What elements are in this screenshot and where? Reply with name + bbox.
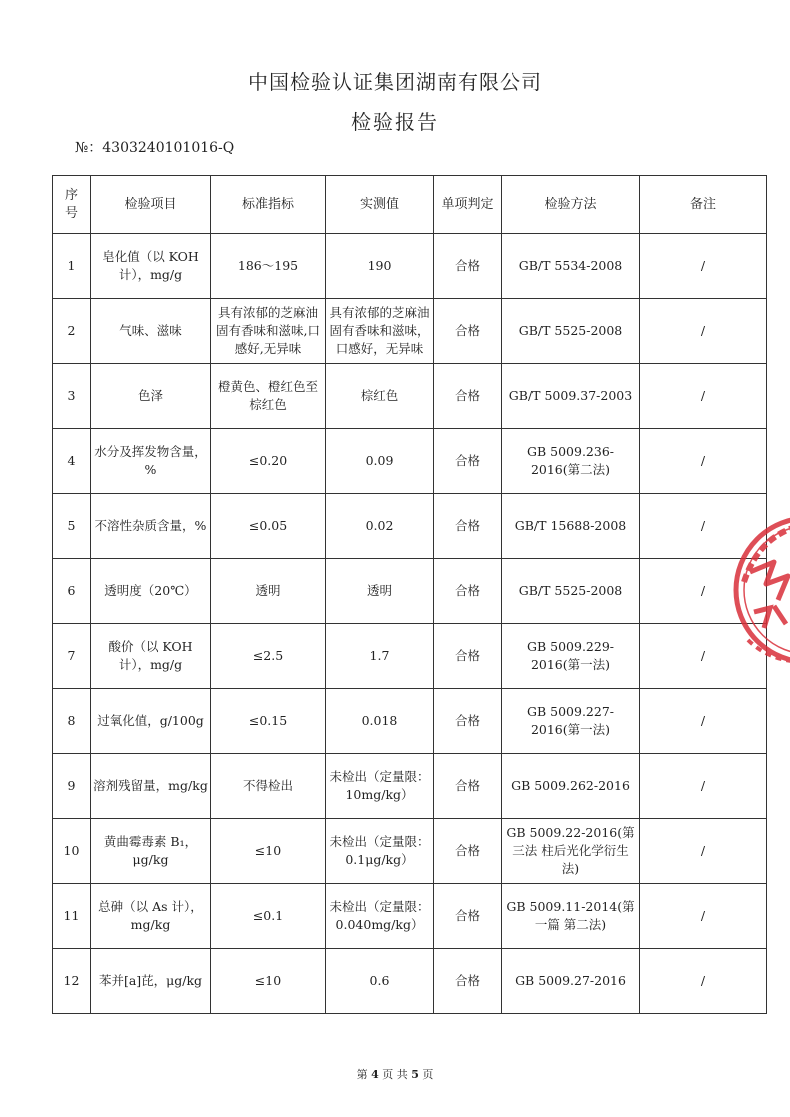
cell-measured: 0.09 [326, 429, 434, 494]
cell-standard: 橙黄色、橙红色至棕红色 [211, 364, 326, 429]
cell-item: 苯并[a]芘，μg/kg [91, 949, 211, 1014]
column-header-method: 检验方法 [502, 176, 640, 234]
footer-prefix: 第 [356, 1068, 368, 1081]
column-header-item: 检验项目 [91, 176, 211, 234]
cell-standard: 透明 [211, 559, 326, 624]
cell-item: 总砷（以 As 计），mg/kg [91, 884, 211, 949]
cell-verdict: 合格 [434, 494, 502, 559]
cell-no: 4 [53, 429, 91, 494]
footer-suffix: 页 [422, 1068, 434, 1081]
cell-note: / [640, 299, 767, 364]
cell-method: GB 5009.236-2016(第二法) [502, 429, 640, 494]
table-row [53, 754, 767, 819]
cell-measured: 1.7 [326, 624, 434, 689]
cell-standard: 186～195 [211, 234, 326, 299]
footer-page-number: 4 [371, 1068, 379, 1081]
table-row [53, 559, 767, 624]
table-row [53, 884, 767, 949]
cell-item: 酸价（以 KOH 计），mg/g [91, 624, 211, 689]
table-row [53, 299, 767, 364]
cell-standard: ≤2.5 [211, 624, 326, 689]
table-row [53, 364, 767, 429]
inspection-table [52, 175, 767, 1014]
cell-measured: 透明 [326, 559, 434, 624]
cell-note: / [640, 429, 767, 494]
cell-note: / [640, 819, 767, 884]
cell-verdict: 合格 [434, 884, 502, 949]
cell-no: 2 [53, 299, 91, 364]
cell-standard: 具有浓郁的芝麻油固有香味和滋味,口感好,无异味 [211, 299, 326, 364]
cell-measured: 0.018 [326, 689, 434, 754]
cell-method: GB/T 5009.37-2003 [502, 364, 640, 429]
cell-verdict: 合格 [434, 624, 502, 689]
table-row [53, 949, 767, 1014]
cell-no: 5 [53, 494, 91, 559]
cell-item: 水分及挥发物含量，% [91, 429, 211, 494]
cell-item: 黄曲霉毒素 B₁，μg/kg [91, 819, 211, 884]
column-header-note: 备注 [640, 176, 767, 234]
table-row [53, 624, 767, 689]
cell-no: 11 [53, 884, 91, 949]
table-row [53, 689, 767, 754]
cell-no: 1 [53, 234, 91, 299]
cell-no: 10 [53, 819, 91, 884]
footer-total-pages: 5 [411, 1068, 419, 1081]
cell-standard: ≤0.15 [211, 689, 326, 754]
cell-standard: ≤0.20 [211, 429, 326, 494]
red-seal-icon [730, 512, 790, 672]
cell-method: GB/T 5525-2008 [502, 559, 640, 624]
table-row [53, 819, 767, 884]
cell-item: 过氧化值，g/100g [91, 689, 211, 754]
cell-standard: ≤10 [211, 949, 326, 1014]
cell-method: GB/T 15688-2008 [502, 494, 640, 559]
cell-verdict: 合格 [434, 559, 502, 624]
table-header-row [53, 176, 767, 234]
column-header-standard: 标准指标 [211, 176, 326, 234]
table-row [53, 234, 767, 299]
cell-verdict: 合格 [434, 234, 502, 299]
cell-method: GB 5009.11-2014(第一篇 第二法) [502, 884, 640, 949]
cell-item: 透明度（20℃） [91, 559, 211, 624]
cell-item: 气味、滋味 [91, 299, 211, 364]
footer-middle: 页 共 [382, 1068, 408, 1081]
cell-item: 不溶性杂质含量，% [91, 494, 211, 559]
cell-verdict: 合格 [434, 949, 502, 1014]
cell-note: / [640, 884, 767, 949]
cell-measured: 190 [326, 234, 434, 299]
cell-note: / [640, 949, 767, 1014]
cell-method: GB 5009.262-2016 [502, 754, 640, 819]
cell-item: 溶剂残留量，mg/kg [91, 754, 211, 819]
cell-note: / [640, 559, 767, 624]
cell-note: / [640, 234, 767, 299]
column-header-verdict: 单项判定 [434, 176, 502, 234]
cell-standard: 不得检出 [211, 754, 326, 819]
column-header-measured: 实测值 [326, 176, 434, 234]
report-number-label: №： [75, 140, 103, 156]
cell-no: 12 [53, 949, 91, 1014]
cell-note: / [640, 494, 767, 559]
cell-verdict: 合格 [434, 754, 502, 819]
cell-verdict: 合格 [434, 299, 502, 364]
cell-method: GB 5009.227-2016(第一法) [502, 689, 640, 754]
cell-standard: ≤10 [211, 819, 326, 884]
cell-standard: ≤0.1 [211, 884, 326, 949]
cell-no: 6 [53, 559, 91, 624]
cell-measured: 0.02 [326, 494, 434, 559]
cell-measured: 未检出（定量限：0.040mg/kg） [326, 884, 434, 949]
cell-method: GB 5009.27-2016 [502, 949, 640, 1014]
cell-method: GB 5009.229-2016(第一法) [502, 624, 640, 689]
cell-measured: 棕红色 [326, 364, 434, 429]
cell-measured: 具有浓郁的芝麻油固有香味和滋味，口感好，无异味 [326, 299, 434, 364]
cell-note: / [640, 689, 767, 754]
report-number [75, 137, 234, 157]
cell-method: GB/T 5525-2008 [502, 299, 640, 364]
cell-verdict: 合格 [434, 689, 502, 754]
table-row [53, 494, 767, 559]
cell-note: / [640, 624, 767, 689]
cell-method: GB 5009.22-2016(第三法 柱后光化学衍生法) [502, 819, 640, 884]
cell-verdict: 合格 [434, 364, 502, 429]
cell-note: / [640, 754, 767, 819]
cell-verdict: 合格 [434, 819, 502, 884]
cell-standard: ≤0.05 [211, 494, 326, 559]
cell-verdict: 合格 [434, 429, 502, 494]
report-title: 检验报告 [351, 110, 439, 134]
cell-method: GB/T 5534-2008 [502, 234, 640, 299]
cell-measured: 未检出（定量限：0.1μg/kg） [326, 819, 434, 884]
cell-no: 7 [53, 624, 91, 689]
cell-measured: 未检出（定量限：10mg/kg） [326, 754, 434, 819]
page-footer [0, 1066, 790, 1082]
cell-no: 9 [53, 754, 91, 819]
organization-name: 中国检验认证集团湖南有限公司 [248, 70, 542, 94]
cell-note: / [640, 364, 767, 429]
cell-item: 色泽 [91, 364, 211, 429]
cell-measured: 0.6 [326, 949, 434, 1014]
cell-item: 皂化值（以 KOH 计），mg/g [91, 234, 211, 299]
report-number-value: 4303240101016-Q [102, 140, 235, 156]
table-row [53, 429, 767, 494]
column-header-no: 序号 [53, 176, 91, 234]
cell-no: 3 [53, 364, 91, 429]
cell-no: 8 [53, 689, 91, 754]
